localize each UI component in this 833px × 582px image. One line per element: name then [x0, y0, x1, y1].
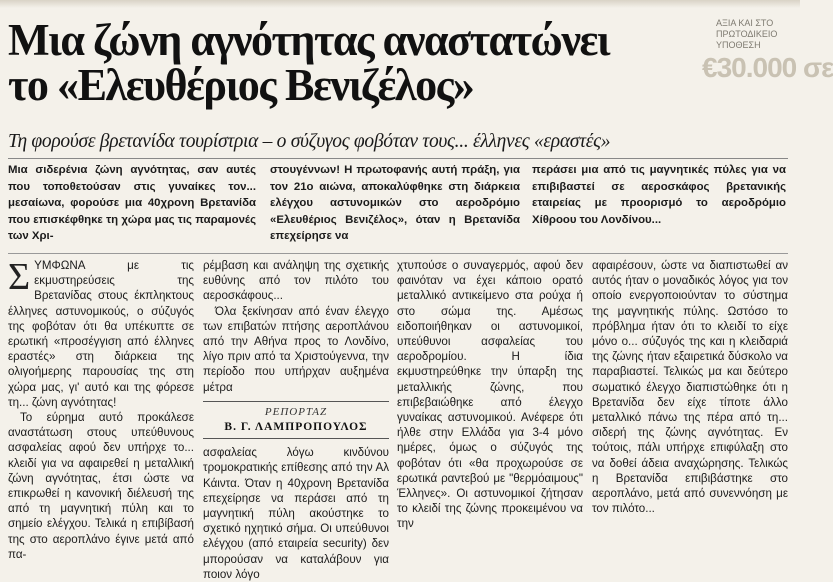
byline	[203, 401, 389, 439]
adjacent-article-fragment	[702, 0, 833, 122]
paper-edge	[0, 0, 800, 8]
body-paragraph: χτυπούσε ο συναγερμός, αφού δεν φαινόταν να έχει κάποιο ορατό μεταλλικό αντικείμενο στα ρούχα ή στο σώμα της. Αμέσως ειδοποιήθηκαν οι αστυνομικοί, υπεύθυνοι ασφαλείας του αεροδρομίου. Η ίδια εκμυστηρεύθηκε την ύπαρξη της μεταλλικής ζώνης, που επιβεβαιώθηκε από έλεγχο γυναίκας αστυνομικού. Ανέφερε ότι ήλθε στην Ελλάδα για 3-4 μόνο ημέρες, όμως ο σύζυγός της φοβόταν ότι «θα προχωρούσε σε ερωτικά ραντεβού με "θερμόαιμους" Έλληνες». Οι αστυνομικοί ζήτησαν το κλειδί της ζώνης προκειμένου να την	[397, 259, 583, 531]
headline-line-2: το «Ελευθέριος Βενιζέλος»	[8, 60, 474, 110]
body-paragraph: ΣΥΜΦΩΝΑ με τις εκμυστηρεύσεις της Βρετανίδας στους έκπληκτους έλληνες αστυνομικούς, ο σύζυγός της φοβόταν ότι θα υπέκυπτε σε ερωτική «προσέγγιση από έλληνες εραστές» στη διάρκεια της ολιγοήμερης παρουσίας της στη χώρα μας, γι' αυτό και της φόρεσε τη... ζώνη αγνότητας!	[8, 256, 194, 409]
headline-line-1: Μια ζώνη αγνότητας αναστατώνει	[8, 15, 610, 65]
byline-author: Β. Γ. ΛΑΜΠΡΟΠΟΥΛΟΣ	[224, 421, 368, 434]
body-paragraph: ρέμβαση και ανάληψη της σχετικής ευθύνης από τον πιλότο του αεροσκάφους...	[203, 259, 389, 303]
body-paragraph: Όλα ξεκίνησαν από έναν έλεγχο των επιβατών πτήσης αεροπλάνου από την Αθήνα προς το Λονδίνο, λίγο πριν από τα Χριστούγεννα, την περίοδο που υπήρχαν αυξημένα μέτρα	[203, 304, 389, 394]
divider	[8, 253, 788, 254]
body-column-4	[592, 258, 788, 516]
fragment-big-text: €30.000 σε	[702, 52, 833, 83]
body-column-1	[8, 258, 194, 562]
divider	[8, 158, 788, 159]
byline-kicker: ΡΕΠΟΡΤΑΖ	[264, 405, 328, 418]
body-paragraph: ασφαλείας λόγω κινδύνου τρομοκρατικής επίθεσης από την Αλ Κάιντα. Όταν η 40χρονη Βρετανίδα επεχείρησε να περάσει από τη μαγνητική πύλη ακούστηκε το σχετικό ηχητικό σήμα. Οι υπεύθυνοι ελέγχου (από εταιρεία security) δεν μπορούσαν να καταλάβουν για ποιον λόγο	[203, 446, 389, 581]
headline	[8, 15, 694, 110]
drop-cap: Σ	[8, 256, 31, 298]
lead-paragraph-part-1: Μια σιδερένια ζώνη αγνότητας, σαν αυτές που τοποθετούσαν στις γυναίκες τον... μεσαίωνα, φορούσε μια 40χρονη Βρετανίδα που επισκέφθηκε τη χώρα μας τις παραμονές των Χρι-	[8, 164, 256, 242]
body-paragraph: αφαιρέσουν, ώστε να διαπιστωθεί αν αυτός ήταν ο μοναδικός λόγος για τον οποίο ενεργοποιούνταν το σύστημα της μαγνητικής πύλης. Ωστόσο το πρόβλημα ήταν ότι το κλειδί το είχε μόνο ο... σύζυγός της και η κλειδαριά της ζώνης ήταν εξαιρετικά δύσκολο να παραβιαστεί. Τελικώς μα και δεύτερο σωματικό έλεγχο διαπιστώθηκε ότι η Βρετανίδα δεν είχε τίποτε άλλο μεταλλικό πάνω της πέρα από τη... σιδερή της ζώνης αγνότητας. Εν τούτοις, πάλι υπήρχε επιφύλαξη στο να δοθεί άδεια αναχώρησης. Τελικώς η Βρετανίδα επιβιβάστηκε στο αεροπλάνο, μετά από συνεννόηση με τον πιλότο...	[592, 259, 788, 516]
lead-paragraph-part-3: περάσει μια από τις μαγνητικές πύλες για να επιβιβαστεί σε αεροσκάφος βρετανικής εταιρείας με προορισμό το αεροδρόμιο Χίθροου του Λονδίνου...	[532, 164, 786, 226]
fragment-small-text: ΑΞΙΑ ΚΑΙ ΣΤΟ ΠΡΩΤΟΔΙΚΕΙΟ ΥΠΟΘΕΣΗ	[716, 18, 778, 50]
body-paragraph: Το εύρημα αυτό προκάλεσε αναστάτωση στους υπεύθυνους ασφαλείας αφού δεν υπήρχε το... κλειδί για να αφαιρεθεί η μεταλλική ζώνη αγνότητας, έτσι ώστε να επικρωθεί η κανονική διέλευσή της από τη μαγνητική πύλη και το σημείο ελέγχου. Τελικά η επιβίβασή της στο αεροπλάνο έγινε μετά από πα-	[8, 411, 194, 561]
subheadline: Τη φορούσε βρετανίδα τουρίστρια – ο σύζυγος φοβόταν τους... έλληνες «εραστές»	[8, 131, 611, 152]
body-column-3	[397, 258, 583, 532]
lead-paragraph-part-2: στουγέννων! Η πρωτοφανής αυτή πράξη, για τον 21ο αιώνα, αποκαλύφθηκε στη διάρκεια ελέγχου αστυνομικών στο αεροδρόμιο «Ελευθέριος Βενιζέλος», όταν η Βρετανίδα επεχείρησε να	[270, 164, 520, 242]
body-column-2	[203, 258, 389, 582]
